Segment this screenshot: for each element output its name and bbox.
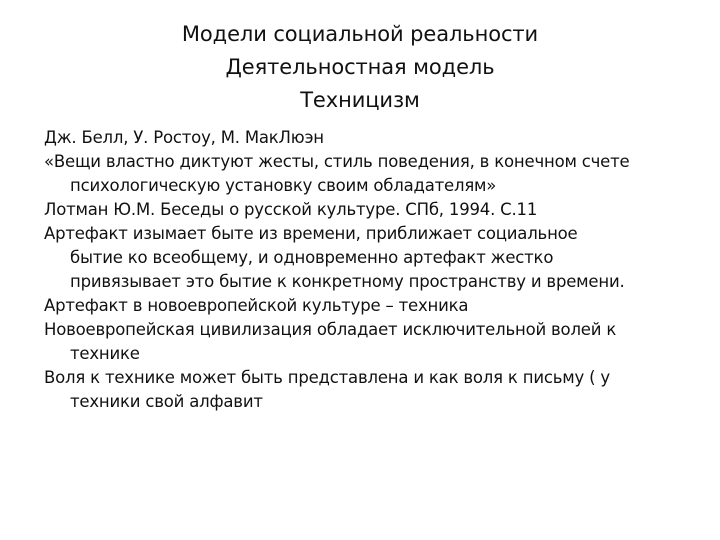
slide-body: [44, 126, 694, 414]
paragraph-quote: [44, 150, 694, 198]
paragraph-line: привязывает это бытие к конкретному пространству и времени.: [70, 272, 625, 291]
paragraph-line: Новоевропейская цивилизация обладает исключительной волей к: [44, 320, 617, 339]
paragraph-technique: [44, 294, 694, 318]
paragraph-line: психологическую установку своим обладателям»: [70, 176, 497, 195]
title-line-1: Модели социальной реальности: [181, 22, 539, 46]
paragraph-line: Артефакт изымает быте из времени, приближает социальное: [44, 224, 578, 243]
paragraph-artifact: [44, 222, 694, 294]
paragraph-citation: [44, 198, 694, 222]
paragraph-civilization: [44, 318, 694, 366]
paragraph-line: бытие ко всеобщему, и одновременно артефакт жестко: [70, 248, 554, 267]
paragraph-authors: [44, 126, 694, 150]
paragraph-line: Воля к технике может быть представлена и как воля к письму ( у: [44, 368, 610, 387]
title-line-2: Деятельностная модель: [225, 55, 495, 79]
paragraph-line: Лотман Ю.М. Беседы о русской культуре. СПб, 1994. С.11: [44, 200, 538, 219]
title-line-3: Техницизм: [300, 88, 420, 112]
paragraph-line: Дж. Белл, У. Ростоу, М. МакЛюэн: [44, 128, 324, 147]
paragraph-line: техники свой алфавит: [70, 392, 263, 411]
slide-title: [0, 18, 720, 117]
paragraph-line: Артефакт в новоевропейской культуре – техника: [44, 296, 469, 315]
paragraph-line: «Вещи властно диктуют жесты, стиль поведения, в конечном счете: [44, 152, 630, 171]
paragraph-will: [44, 366, 694, 414]
paragraph-line: технике: [70, 344, 140, 363]
